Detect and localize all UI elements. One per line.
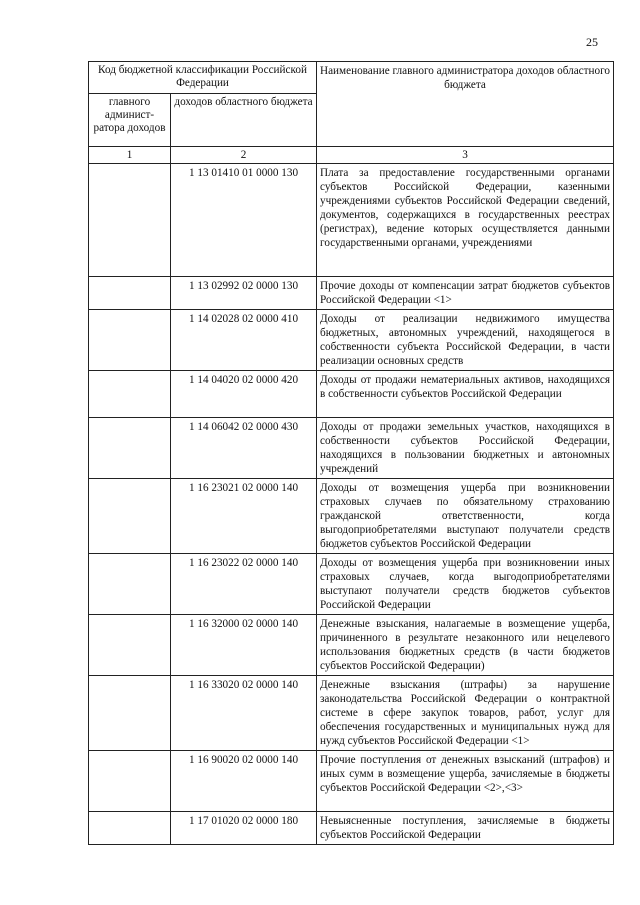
admin-cell [89, 164, 171, 277]
admin-cell [89, 277, 171, 310]
table-row [89, 310, 614, 371]
code-cell: 1 16 23022 02 0000 140 [171, 554, 317, 615]
table-row [89, 554, 614, 615]
column-number: 2 [171, 147, 317, 164]
code-cell: 1 16 90020 02 0000 140 [171, 751, 317, 812]
name-cell: Доходы от реализации недвижимого имущества бюджетных, автономных учреждений, находящегося в собственности субъекта Российской Федерации, в части реализации основных средств [317, 310, 614, 371]
name-cell: Прочие доходы от компенсации затрат бюджетов субъектов Российской Федерации <1> [317, 277, 614, 310]
table-row [89, 812, 614, 845]
header-revenue-column: доходов областного бюджета [171, 94, 317, 147]
name-cell: Доходы от продажи нематериальных активов, находящихся в собственности субъектов Российской Федерации [317, 371, 614, 418]
header-name-column: Наименование главного администратора доходов областного бюджета [317, 62, 614, 147]
table-row [89, 418, 614, 479]
code-cell: 1 14 06042 02 0000 430 [171, 418, 317, 479]
code-cell: 1 16 33020 02 0000 140 [171, 676, 317, 751]
code-cell: 1 14 02028 02 0000 410 [171, 310, 317, 371]
name-cell: Денежные взыскания (штрафы) за нарушение законодательства Российской Федерации о контрактной системе в сфере закупок товаров, работ, услуг для обеспечения государственных и муниципальных нужд для нужд субъектов Российской Федерации <1> [317, 676, 614, 751]
name-cell: Прочие поступления от денежных взысканий (штрафов) и иных сумм в возмещение ущерба, зачисляемые в бюджеты субъектов Российской Федерации <2>,<3> [317, 751, 614, 812]
revenue-classification-table [88, 61, 614, 845]
admin-cell [89, 615, 171, 676]
column-number: 1 [89, 147, 171, 164]
code-cell: 1 16 23021 02 0000 140 [171, 479, 317, 554]
table-row [89, 371, 614, 418]
admin-cell [89, 479, 171, 554]
table-row [89, 676, 614, 751]
name-cell: Доходы от возмещения ущерба при возникновении иных страховых случаев, когда выгодоприобретателями выступают получатели средств бюджетов субъектов Российской Федерации [317, 554, 614, 615]
table-row [89, 751, 614, 812]
admin-cell [89, 418, 171, 479]
column-number: 3 [317, 147, 614, 164]
code-cell: 1 17 01020 02 0000 180 [171, 812, 317, 845]
table-row [89, 479, 614, 554]
admin-cell [89, 371, 171, 418]
code-cell: 1 13 01410 01 0000 130 [171, 164, 317, 277]
admin-cell [89, 751, 171, 812]
header-admin-column: главного админист-ратора доходов [89, 94, 171, 147]
admin-cell [89, 812, 171, 845]
code-cell: 1 13 02992 02 0000 130 [171, 277, 317, 310]
name-cell: Денежные взыскания, налагаемые в возмещение ущерба, причиненного в результате незаконного или нецелевого использования бюджетных средств (в части бюджетов субъектов Российской Федерации) [317, 615, 614, 676]
admin-cell [89, 554, 171, 615]
page-number: 25 [586, 35, 598, 49]
code-cell: 1 14 04020 02 0000 420 [171, 371, 317, 418]
header-code-group: Код бюджетной классификации Российской Федерации [89, 62, 317, 94]
column-number-row [89, 147, 614, 164]
name-cell: Плата за предоставление государственными органами субъектов Российской Федерации, казенными учреждениями субъектов Российской Федерации сведений, документов, содержащихся в государственных реестрах (регистрах), ведение которых осуществляется данными государственными органами, учреждениями [317, 164, 614, 277]
name-cell: Невыясненные поступления, зачисляемые в бюджеты субъектов Российской Федерации [317, 812, 614, 845]
code-cell: 1 16 32000 02 0000 140 [171, 615, 317, 676]
admin-cell [89, 310, 171, 371]
name-cell: Доходы от возмещения ущерба при возникновении страховых случаев по обязательному страхованию гражданской ответственности, когда выгодоприобретателями выступают получатели средств бюджетов субъектов Российской Федерации [317, 479, 614, 554]
table-row [89, 277, 614, 310]
table-row [89, 615, 614, 676]
name-cell: Доходы от продажи земельных участков, находящихся в собственности субъектов Российской Федерации, находящихся в пользовании бюджетных и автономных учреждений [317, 418, 614, 479]
admin-cell [89, 676, 171, 751]
table-row [89, 164, 614, 277]
